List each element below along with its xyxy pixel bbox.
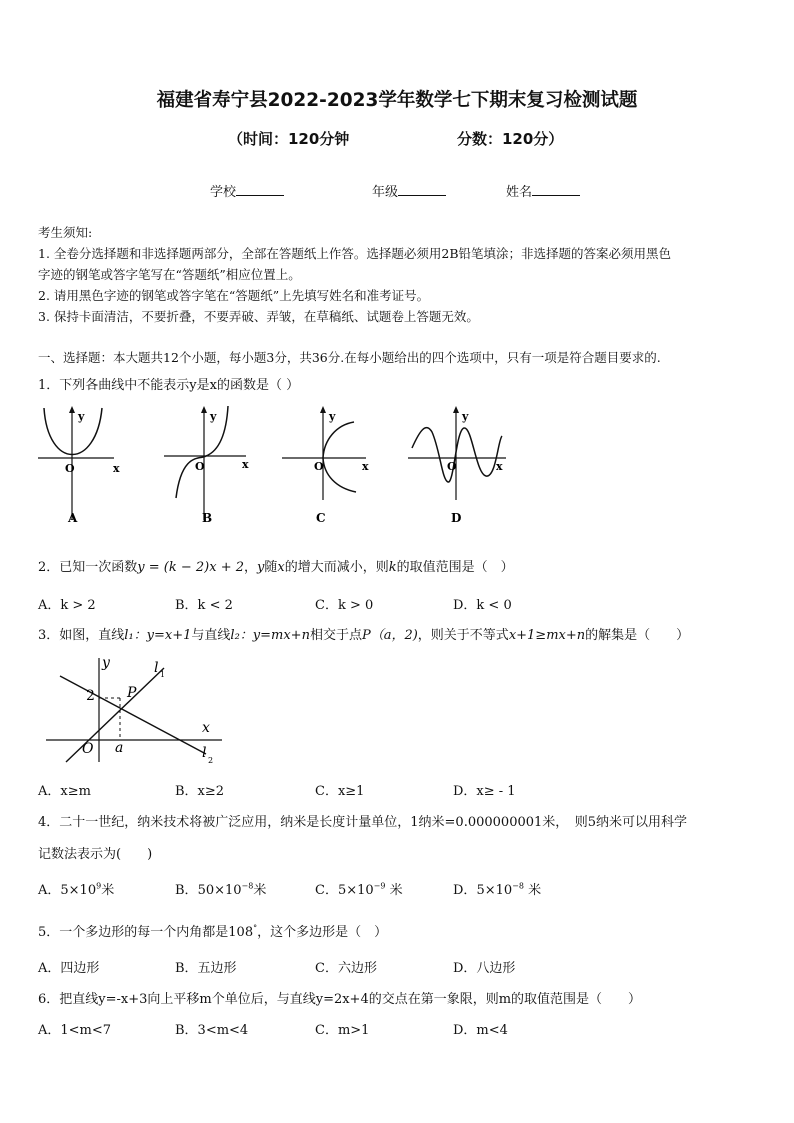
q2-option-b[interactable]: B．k < 2 [175,598,233,613]
q1-graph-c [282,406,369,525]
q3-option-c[interactable]: C．x≥1 [315,784,365,799]
name-blank[interactable] [532,183,580,196]
graph-b-y: y [210,410,217,423]
q6-text: 6．把直线y=-x+3向上平移m个单位后，与直线y=2x+4的交点在第一象限，则m的取值范围是（ ） [38,992,642,1007]
graph-b-label: B [202,511,213,525]
graph-d-label: D [451,511,462,525]
q3-l2-label: l [202,745,207,761]
q2-option-d[interactable]: D．k < 0 [453,598,512,613]
graph-a-origin: O [65,462,75,475]
notice-line-4: 3. 保持卡面清洁，不要折叠，不要弄破、弄皱，在草稿纸、试题卷上答题无效。 [38,309,479,324]
q4-option-d[interactable]: D．$5\times 10^{-8}$ 米 [453,881,542,898]
graph-c-origin: O [314,460,324,473]
q2-text: 2．已知一次函数y = (k − 2)x + 2，y随x的增大而减小，则k的取值范围是（ ） [38,560,514,575]
q5-option-c[interactable]: C．六边形 [315,961,377,976]
q4-option-b[interactable]: B．$50\times 10^{-8}$米 [175,881,267,898]
graph-a-label: A [68,511,78,525]
q6-option-b[interactable]: B．3<m<4 [175,1023,249,1038]
exam-time: （时间：120分钟 [228,130,350,148]
graph-d-y: y [462,410,469,423]
q3-point-p: P [127,685,137,701]
q3-axis-x: x [202,720,210,736]
q6-option-a[interactable]: A．1<m<7 [38,1023,112,1038]
exam-score: 分数：120分） [457,130,564,148]
q2-option-c[interactable]: C．k > 0 [315,598,374,613]
graph-a-y: y [78,410,85,423]
q1-graph-b [164,406,249,525]
q1-graphs [36,400,386,530]
school-blank[interactable] [236,183,284,196]
q5-option-a[interactable]: A．四边形 [38,961,100,976]
notice-line-3: 2. 请用黑色字迹的钢笔或答字笔在“答题纸”上先填写姓名和准考证号。 [38,288,430,303]
q3-l1-label: l [154,660,159,676]
q2-formula: y = (k − 2)x + 2 [137,560,244,575]
q3-option-b[interactable]: B．x≥2 [175,784,225,799]
q3-l1-sub: 1 [160,670,166,679]
q1-text: 1．下列各曲线中不能表示y是x的函数是（ ） [38,378,300,393]
graph-d-x: x [496,460,503,473]
q4-option-c[interactable]: C．$5\times 10^{-9}$ 米 [315,881,403,898]
q3-text: 3．如图，直线l₁：y=x+1与直线l₂：y=mx+n相交于点P（a，2)，则关于不等式x+1≥mx+n的解集是（ ） [38,628,690,643]
q5-text: 5．一个多边形的每一个内角都是108°，这个多边形是（ ） [38,923,388,940]
grade-blank[interactable] [398,183,446,196]
q3-a: a [115,740,124,756]
q2-option-a[interactable]: A．k > 2 [38,598,96,613]
q4-line-2: 记数法表示为( ) [38,847,153,862]
q3-option-a[interactable]: A．x≥m [38,784,91,799]
q5-option-d[interactable]: D．八边形 [453,961,516,976]
q5-option-b[interactable]: B．五边形 [175,961,237,976]
notice-line-2: 字迹的钢笔或答字笔写在“答题纸”相应位置上。 [38,267,301,282]
q6-option-c[interactable]: C．m>1 [315,1023,370,1038]
graph-b-x: x [242,458,249,471]
q3-two: 2 [86,688,95,704]
q6-option-d[interactable]: D．m<4 [453,1023,508,1038]
graph-d-origin: O [447,460,457,473]
section-heading: 一、选择题：本大题共12个小题，每小题3分，共36分.在每小题给出的四个选项中，只有一项是符合题目要求的. [38,350,661,365]
name-field: 姓名 [506,181,580,200]
school-field: 学校 [210,181,284,200]
graph-c-x: x [362,460,369,473]
page-title: 福建省寿宁县2022-2023学年数学七下期末复习检测试题 [156,90,638,111]
graph-c-y: y [329,410,336,423]
grade-field: 年级 [372,181,446,200]
graph-a-x: x [113,462,120,475]
graph-c-label: C [316,511,326,525]
q3-origin: O [82,741,94,757]
notice-line-1: 1. 全卷分选择题和非选择题两部分，全部在答题纸上作答。选择题必须用2B铅笔填涂；非选择题的答案必须用黑色 [38,246,672,261]
q3-option-d[interactable]: D．x≥ - 1 [453,784,516,799]
q4-option-a[interactable]: A．$5\times 10^9$米 [38,881,115,898]
q1-graph-d [406,400,510,530]
q3-figure [40,650,230,772]
q3-l2-sub: 2 [208,756,214,765]
notice-heading: 考生须知: [38,225,93,240]
q1-graph-a [38,406,120,525]
graph-b-origin: O [195,460,205,473]
q3-axis-y: y [102,655,110,671]
q4-line-1: 4．二十一世纪，纳米技术将被广泛应用，纳米是长度计量单位，1纳米=0.000000001米， 则5纳米可以用科学 [38,815,688,830]
